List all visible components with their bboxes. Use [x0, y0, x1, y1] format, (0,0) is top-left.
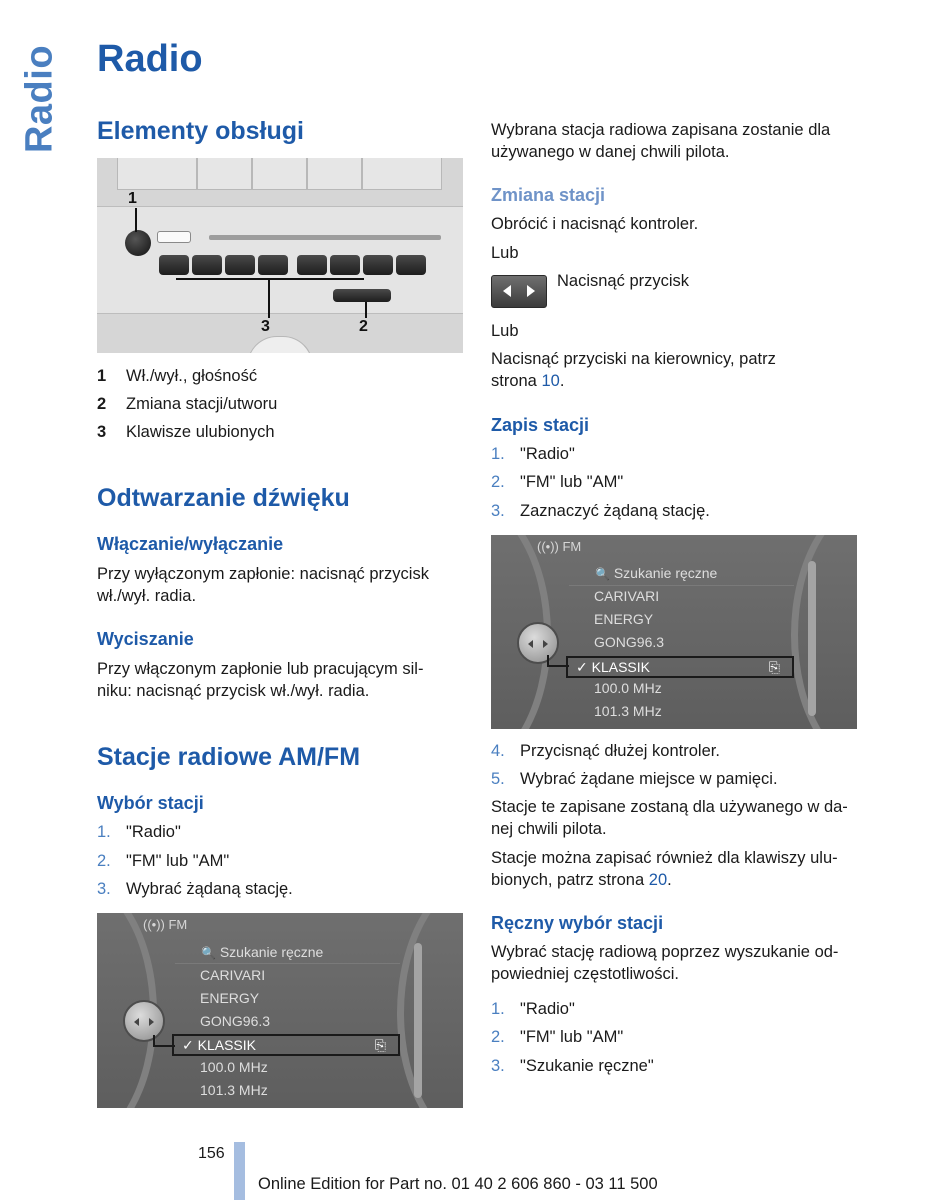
fav-text: Stacje można zapisać również dla klawiszy ulu-	[491, 849, 838, 867]
list-item: 3. Zaznaczyć żądaną stację.	[491, 502, 710, 520]
cd-slot	[209, 235, 441, 240]
idrive-screen-image	[97, 913, 463, 1108]
screen-row-selected: ✓ KLASSIK ⎘	[566, 656, 794, 678]
screen-arc	[791, 535, 857, 729]
preset-key	[192, 255, 222, 275]
screen-row: GONG96.3	[200, 1013, 271, 1029]
arrow-right-icon	[527, 285, 535, 297]
panel-lower-knob	[247, 336, 313, 353]
screen-row: 🔍 Szukanie ręczne	[201, 944, 324, 960]
onoff-text: Przy wyłączonym zapłonie: nacisnąć przycisk wł./wył. radia.	[97, 565, 429, 605]
amfm-heading: Stacje radiowe AM/FM	[97, 743, 361, 771]
save-icon: ⎘	[768, 659, 780, 675]
list-item: 2 Zmiana stacji/utworu	[97, 395, 278, 413]
row-separator	[569, 585, 794, 586]
mute-heading: Wyciszanie	[97, 629, 194, 649]
change-heading: Zmiana stacji	[491, 185, 606, 205]
screen-row-selected: ✓ KLASSIK ⎘	[172, 1034, 400, 1056]
scrollbar	[808, 561, 816, 716]
callout-line	[135, 208, 137, 232]
mute-text: Przy włączonym zapłonie lub pracującym sil-	[97, 660, 424, 678]
radio-panel-image	[97, 158, 463, 353]
manual-text: powiedniej częstotliwości.	[491, 965, 680, 983]
controls-heading: Elementy obsługi	[97, 117, 304, 145]
list-item: 1. "Radio"	[491, 1000, 575, 1018]
screen-row: CARIVARI	[200, 967, 266, 983]
panel-vent	[197, 158, 252, 190]
idrive-screen-image	[491, 535, 857, 729]
or-text: Lub	[491, 322, 519, 340]
page-link[interactable]: 20	[648, 871, 668, 889]
or-text: Lub	[491, 244, 519, 262]
preset-key	[225, 255, 255, 275]
list-item: 1 Wł./wył., głośność	[97, 367, 258, 385]
saved-text: Stacje te zapisane zostaną dla używanego w da-	[491, 798, 848, 816]
panel-vent	[117, 158, 197, 190]
save-heading: Zapis stacji	[491, 415, 590, 435]
screen-row: 100.0 MHz	[594, 680, 662, 696]
screen-row: ENERGY	[200, 990, 260, 1006]
screen-row: GONG96.3	[594, 634, 665, 650]
mute-text: niku: nacisnąć przycisk wł./wył. radia.	[97, 682, 370, 700]
screen-row: 101.3 MHz	[200, 1082, 268, 1098]
list-item: 1. "Radio"	[491, 445, 575, 463]
manual-text: Wybrać stację radiową poprzez wyszukanie od-	[491, 943, 839, 961]
list-item: 4. Przycisnąć dłużej kontroler.	[491, 742, 720, 760]
preset-key	[297, 255, 327, 275]
seek-button	[333, 289, 391, 302]
list-item: 2. "FM" lub "AM"	[97, 852, 230, 870]
list-item: 2. "FM" lub "AM"	[491, 473, 624, 491]
page-number: 156	[198, 1145, 225, 1162]
arrow-left-icon	[503, 285, 511, 297]
search-icon: 🔍	[201, 946, 216, 960]
callout-line	[176, 278, 364, 280]
callout-3: 3	[261, 318, 270, 335]
check-icon: ✓	[576, 659, 588, 675]
change-text: Obrócić i nacisnąć kontroler.	[491, 215, 699, 233]
fav-text: bionych, patrz strona 20.	[491, 871, 672, 889]
save-icon: ⎘	[374, 1037, 386, 1053]
screen-header: ((•)) FM	[537, 539, 582, 554]
screen-header: ((•)) FM	[143, 917, 188, 932]
page-link[interactable]: 10	[541, 372, 560, 390]
preset-key	[396, 255, 426, 275]
list-item: 1. "Radio"	[97, 823, 181, 841]
preset-key	[258, 255, 288, 275]
list-item: 3. Wybrać żądaną stację.	[97, 880, 293, 898]
callout-2: 2	[359, 318, 368, 335]
preset-key	[330, 255, 360, 275]
preset-key	[363, 255, 393, 275]
panel-vent	[307, 158, 362, 190]
page-title: Radio	[97, 38, 203, 80]
row-separator	[175, 963, 400, 964]
list-item: 3. "Szukanie ręczne"	[491, 1057, 654, 1075]
seek-button-image	[491, 275, 547, 308]
screen-row: 101.3 MHz	[594, 703, 662, 719]
callout-1: 1	[128, 190, 137, 207]
volume-knob	[125, 230, 151, 256]
list-item: 3 Klawisze ulubionych	[97, 423, 275, 441]
select-heading: Wybór stacji	[97, 793, 204, 813]
wheel-text: Nacisnąć przyciski na kierownicy, patrz strona 10.	[491, 350, 776, 390]
eject-button	[157, 231, 191, 243]
callout-line	[365, 302, 367, 318]
check-icon: ✓	[182, 1037, 194, 1053]
playback-heading: Odtwarzanie dźwięku	[97, 484, 350, 512]
screen-row: 100.0 MHz	[200, 1059, 268, 1075]
manual-heading: Ręczny wybór stacji	[491, 913, 664, 933]
edition-text: Online Edition for Part no. 01 40 2 606 860 - 03 11 500	[258, 1175, 658, 1193]
side-tab-label: Radio	[18, 44, 61, 154]
screen-row: 🔍 Szukanie ręczne	[595, 565, 718, 581]
button-text: Nacisnąć przycisk	[557, 272, 690, 290]
callout-line	[268, 278, 270, 318]
scrollbar	[414, 943, 422, 1098]
intro-text: Wybrana stacja radiowa zapisana zostanie dla używanego w danej chwili pilota.	[491, 121, 831, 161]
screen-arc	[397, 913, 463, 1108]
footer-bar	[234, 1142, 245, 1200]
screen-row: CARIVARI	[594, 588, 660, 604]
list-item: 5. Wybrać żądane miejsce w pamięci.	[491, 770, 778, 788]
preset-key	[159, 255, 189, 275]
onoff-heading: Włączanie/wyłączanie	[97, 534, 284, 554]
saved-text: nej chwili pilota.	[491, 820, 607, 838]
screen-row: ENERGY	[594, 611, 654, 627]
search-icon: 🔍	[595, 567, 610, 581]
list-item: 2. "FM" lub "AM"	[491, 1028, 624, 1046]
panel-vent	[252, 158, 307, 190]
panel-vent	[362, 158, 442, 190]
side-tab	[20, 44, 60, 154]
